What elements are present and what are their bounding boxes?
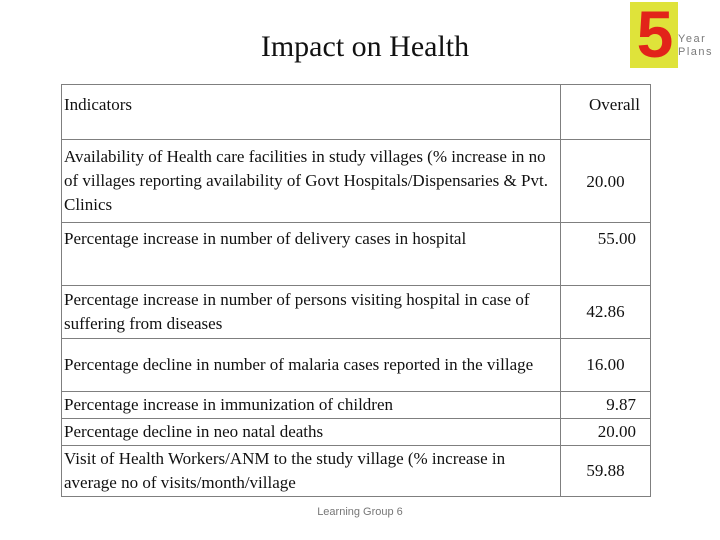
five-year-plans-logo [630,2,720,70]
overall-value-cell: 42.86 [561,286,651,339]
table-row [62,223,651,286]
indicator-cell: Visit of Health Workers/ANM to the study village (% increase in average no of visits/month/village [62,446,561,497]
table-row [62,339,651,392]
indicator-cell: Percentage decline in neo natal deaths [62,419,561,446]
logo-caption [678,33,713,59]
table-row [62,286,651,339]
indicator-cell: Percentage decline in number of malaria cases reported in the village [62,339,561,392]
overall-value-cell: 9.87 [561,392,651,419]
table-row [62,392,651,419]
overall-value-cell: 20.00 [561,140,651,223]
table-header-row [62,85,651,140]
logo-caption-line1: Year [678,33,707,45]
impact-table [61,84,651,497]
table-row [62,140,651,223]
table-row [62,446,651,497]
indicator-cell: Percentage increase in number of delivery cases in hospital [62,223,561,286]
slide-title: Impact on Health [260,30,470,63]
indicator-cell: Availability of Health care facilities in study villages (% increase in no of villages reporting availability of Govt Hospitals/Dispensaries & Pvt. Clinics [62,140,561,223]
overall-value-cell: 59.88 [561,446,651,497]
logo-number: 5 [636,0,674,71]
overall-value-cell: 16.00 [561,339,651,392]
header-indicators: Indicators [62,85,561,140]
slide-footer: Learning Group 6 [317,506,403,518]
overall-value-cell: 55.00 [561,223,651,286]
overall-value-cell: 20.00 [561,419,651,446]
header-overall: Overall [561,85,651,140]
indicator-cell: Percentage increase in number of persons visiting hospital in case of suffering from diseases [62,286,561,339]
logo-caption-line2: Plans [678,46,714,58]
table-row [62,419,651,446]
indicator-cell: Percentage increase in immunization of children [62,392,561,419]
